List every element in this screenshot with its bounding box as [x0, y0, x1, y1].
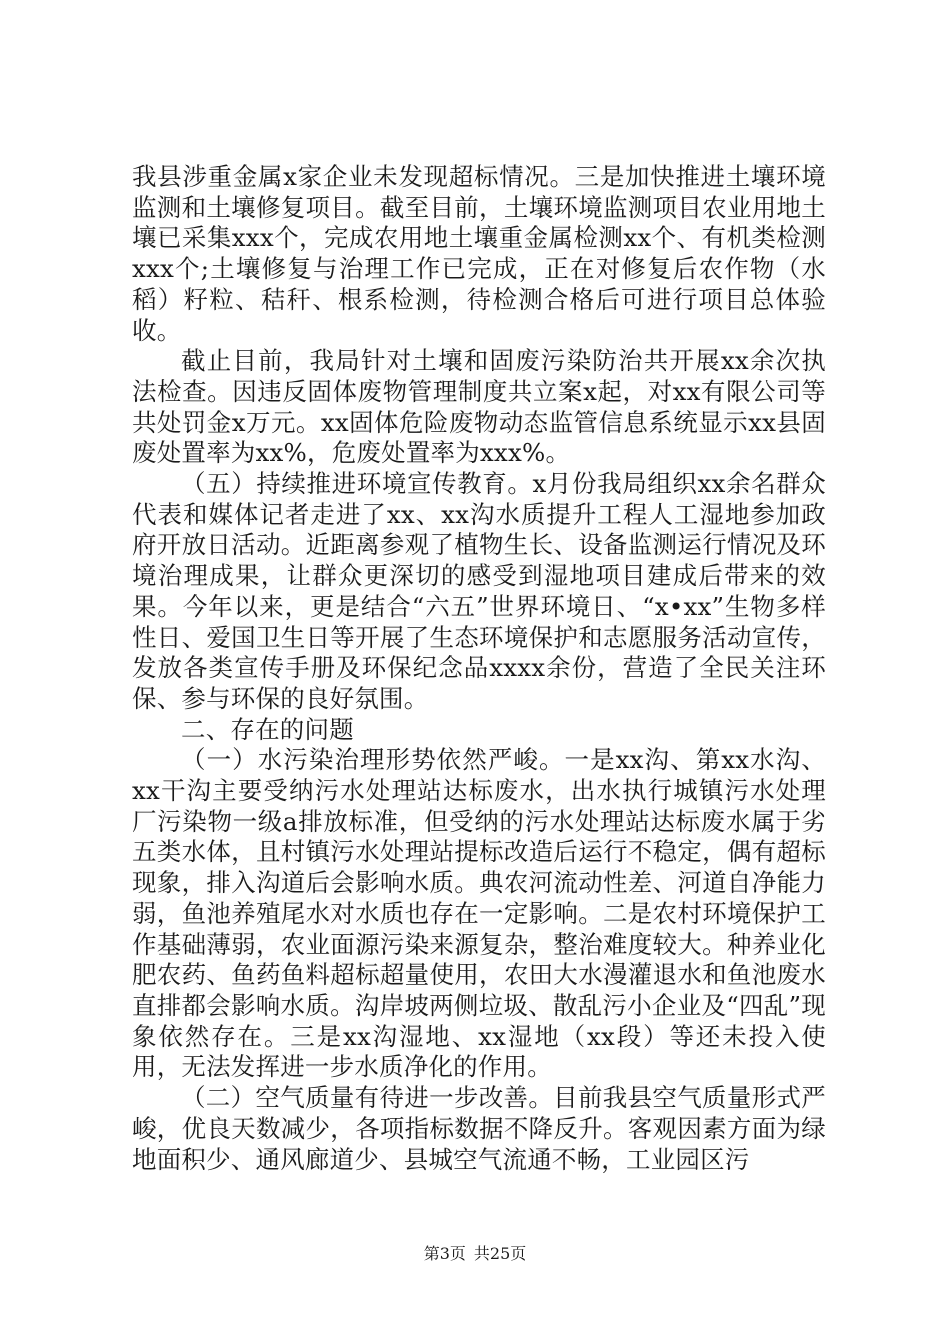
page-number: 第3页 — [423, 1244, 466, 1263]
document-body — [132, 162, 826, 1175]
paragraph-air-quality: （二）空气质量有待进一步改善。目前我县空气质量形式严峻，优良天数减少，各项指标数据不降反升。客观因素方面为绿地面积少、通风廊道少、县城空气流通不畅，工业园区污 — [132, 1083, 826, 1174]
paragraph-water-pollution: （一）水污染治理形势依然严峻。一是xx沟、第xx水沟、xx干沟主要受纳污水处理站达标废水，出水执行城镇污水处理厂污染物一级a排放标准，但受纳的污水处理站达标废水属于劣五类水体，且村镇污水处理站提标改造后运行不稳定，偶有超标现象，排入沟道后会影响水质。典农河流动性差、河道自净能力弱，鱼池养殖尾水对水质也存在一定影响。二是农村环境保护工作基础薄弱，农业面源污染来源复杂，整治难度较大。种养业化肥农药、鱼药鱼料超标超量使用，农田大水漫灌退水和鱼池废水直排都会影响水质。沟岸坡两侧垃圾、散乱污小企业及“四乱”现象依然存在。三是xx沟湿地、xx湿地（xx段）等还未投入使用，无法发挥进一步水质净化的作用。 — [132, 745, 826, 1082]
paragraph-law-enforcement: 截止目前，我局针对土壤和固废污染防治共开展xx余次执法检查。因违反固体废物管理制度共立案x起，对xx有限公司等共处罚金x万元。xx固体危险废物动态监管信息系统显示xx县固废处置率为xx%，危废处置率为xxx%。 — [132, 346, 826, 468]
page-footer — [0, 1244, 950, 1264]
section-heading-problems: 二、存在的问题 — [181, 714, 354, 744]
paragraph-soil-remediation: 我县涉重金属x家企业未发现超标情况。三是加快推进土壤环境监测和土壤修复项目。截至目前，土壤环境监测项目农业用地土壤已采集xxx个，完成农用地土壤重金属检测xx个、有机类检测xxx个;土壤修复与治理工作已完成，正在对修复后农作物（水稻）籽粒、秸秆、根系检测，待检测合格后可进行项目总体验收。 — [132, 162, 826, 345]
page-total: 共25页 — [473, 1244, 527, 1263]
paragraph-publicity-education: （五）持续推进环境宣传教育。x月份我局组织xx余名群众代表和媒体记者走进了xx、xx沟水质提升工程人工湿地参加政府开放日活动。近距离参观了植物生长、设备监测运行情况及环境治理成果，让群众更深切的感受到湿地项目建成后带来的效果。今年以来，更是结合“六五”世界环境日、“x•xx”生物多样性日、爱国卫生日等开展了生态环境保护和志愿服务活动宣传，发放各类宣传手册及环保纪念品xxxx余份，营造了全民关注环保、参与环保的良好氛围。 — [132, 469, 826, 713]
